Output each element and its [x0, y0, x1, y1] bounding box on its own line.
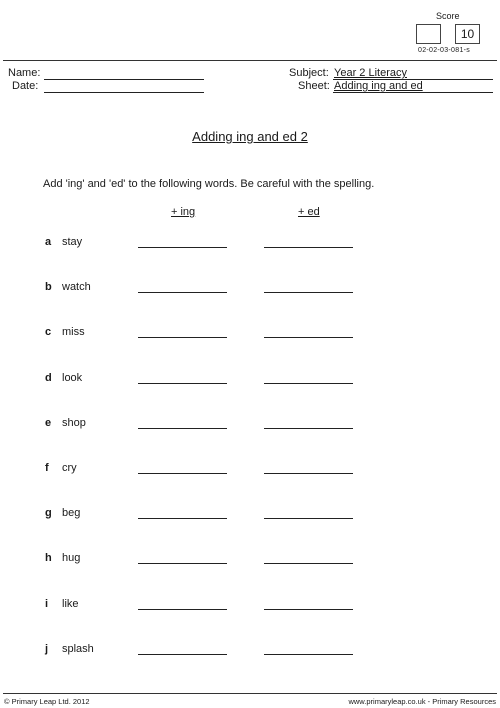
answer-ing-blank[interactable]	[138, 383, 227, 384]
header-divider	[3, 60, 497, 61]
answer-ed-blank[interactable]	[264, 654, 353, 655]
answer-ed-blank[interactable]	[264, 563, 353, 564]
website-credit: www.primaryleap.co.uk - Primary Resources	[348, 697, 496, 706]
answer-ed-blank[interactable]	[264, 247, 353, 248]
answer-ing-blank[interactable]	[138, 337, 227, 338]
score-total: 10	[455, 24, 480, 44]
answer-ing-blank[interactable]	[138, 292, 227, 293]
item-word: watch	[62, 281, 91, 294]
footer-divider	[3, 693, 497, 694]
item-word: miss	[62, 326, 85, 339]
answer-ing-blank[interactable]	[138, 563, 227, 564]
item-word: cry	[62, 462, 77, 474]
item-letter: a	[45, 236, 52, 248]
answer-ed-blank[interactable]	[264, 428, 353, 429]
column-ing-heading: + ing	[171, 206, 196, 218]
sheet-label: Sheet:	[298, 80, 330, 92]
item-letter: f	[45, 462, 49, 474]
date-label: Date:	[12, 80, 39, 92]
answer-ing-blank[interactable]	[138, 428, 227, 429]
item-letter: g	[45, 507, 52, 520]
item-word: shop	[62, 416, 86, 429]
item-letter: h	[45, 552, 52, 565]
item-letter: c	[45, 326, 52, 339]
sheet-value: Adding ing and ed	[334, 80, 423, 92]
answer-ed-blank[interactable]	[264, 292, 353, 293]
item-letter: j	[45, 642, 49, 655]
score-input-box[interactable]	[416, 24, 441, 44]
worksheet-title: Adding ing and ed 2	[192, 129, 308, 144]
item-word: beg	[62, 507, 81, 520]
answer-ed-blank[interactable]	[264, 337, 353, 338]
answer-ed-blank[interactable]	[264, 609, 353, 610]
answer-ing-blank[interactable]	[138, 473, 227, 474]
answer-ed-blank[interactable]	[264, 473, 353, 474]
item-word: look	[62, 371, 83, 384]
copyright: © Primary Leap Ltd. 2012	[4, 697, 90, 706]
answer-ing-blank[interactable]	[138, 518, 227, 519]
item-letter: e	[45, 416, 52, 429]
answer-ing-blank[interactable]	[138, 247, 227, 248]
name-label: Name:	[8, 67, 41, 79]
instructions: Add 'ing' and 'ed' to the following words. Be careful with the spelling.	[43, 178, 375, 190]
item-letter: i	[45, 597, 49, 610]
name-field[interactable]	[44, 79, 204, 80]
item-word: splash	[62, 642, 94, 655]
sheet-line	[333, 92, 493, 93]
answer-ing-blank[interactable]	[138, 654, 227, 655]
item-letter: b	[45, 281, 52, 294]
item-word: stay	[62, 236, 83, 248]
column-ed-heading: + ed	[298, 206, 320, 218]
subject-label: Subject:	[289, 67, 329, 79]
worksheet-code: 02-02-03-081-s	[418, 47, 471, 54]
answer-ing-blank[interactable]	[138, 609, 227, 610]
item-letter: d	[45, 371, 52, 384]
answer-ed-blank[interactable]	[264, 383, 353, 384]
answer-ed-blank[interactable]	[264, 518, 353, 519]
item-word: hug	[62, 552, 81, 565]
subject-value: Year 2 Literacy	[334, 67, 407, 79]
date-field[interactable]	[44, 92, 204, 93]
score-label: Score	[436, 11, 460, 21]
item-word: like	[62, 597, 79, 610]
